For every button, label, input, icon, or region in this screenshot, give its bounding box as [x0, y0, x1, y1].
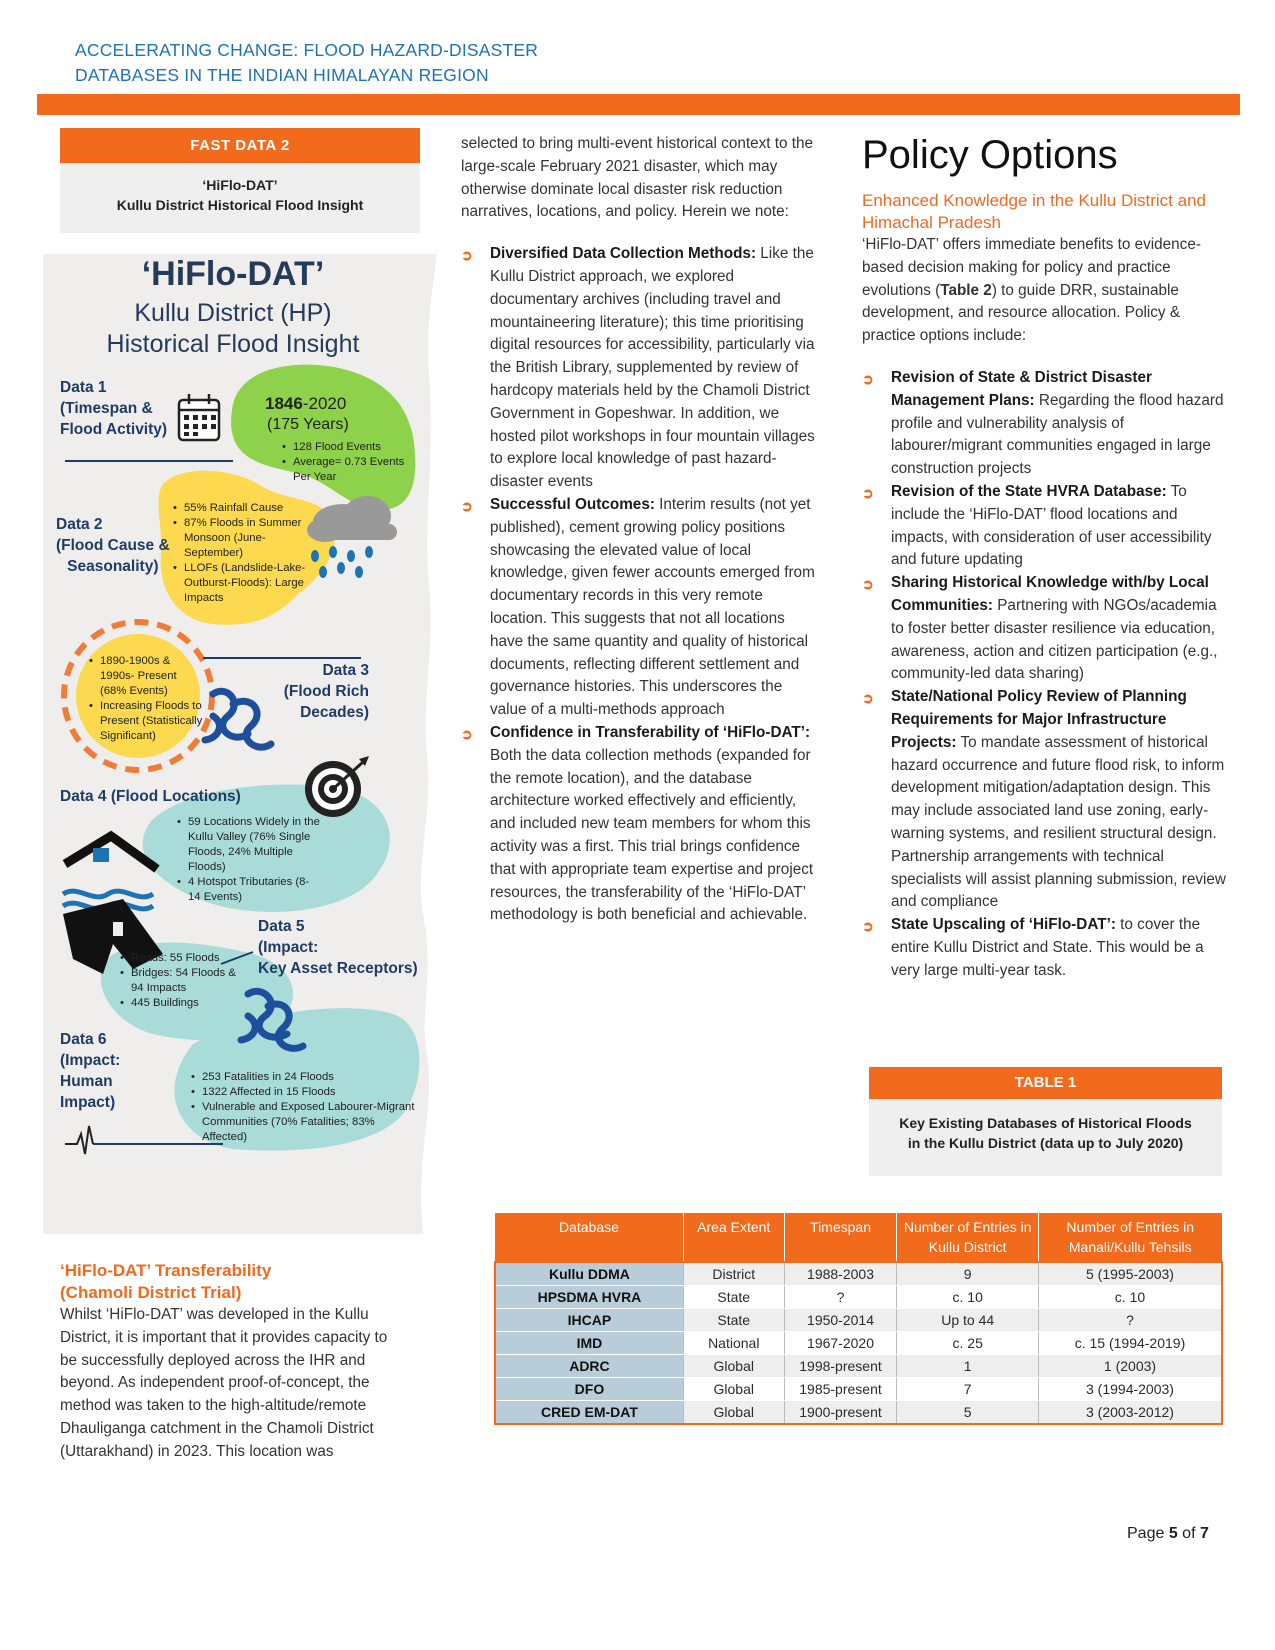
data5-label: Data 5 (Impact: Key Asset Receptors): [258, 918, 418, 977]
list-item: • 4 Hotspot Tributaries (8-14 Events): [175, 875, 320, 905]
list-item: • 253 Fatalities in 24 Floods: [189, 1070, 417, 1085]
table1-caption-box: [869, 1067, 1222, 1176]
list-item: ➲ Sharing Historical Knowledge with/by Local Communities: Partnering with NGOs/academia to foster better disaster resilience via education, awareness, action and citizen participation (e.g., community-led data sharing): [862, 574, 1218, 683]
table-header-row: [495, 1213, 1222, 1262]
header-line-1: ACCELERATING CHANGE: FLOOD HAZARD-DISASTER: [75, 40, 539, 60]
fast-data-title: ‘HiFlo-DAT’ Kullu District Historical Flood Insight: [116, 177, 364, 213]
col2-intro: selected to bring multi-event historical context to the large-scale February 2021 disaster, which may otherwise dominate local disaster risk reduction narratives, locations, and policy. Herein we note:: [461, 135, 814, 221]
list-item: • 128 Flood Events: [280, 440, 410, 455]
fast-data-label: FAST DATA 2: [60, 128, 420, 163]
list-item: • 55% Rainfall Cause: [171, 501, 311, 516]
calendar-icon: [179, 394, 219, 440]
column-2: [461, 133, 821, 927]
arrow-icon: ➲: [461, 247, 473, 264]
table-row: IHCAP State 1950-2014 Up to 44 ?: [495, 1309, 1222, 1332]
infographic-subtitle-2: Historical Flood Insight: [106, 330, 360, 358]
list-item: • Increasing Floods to Present (Statistically Significant): [87, 699, 205, 744]
list-item: • 87% Floods in Summer Monsoon (June-September): [171, 516, 311, 561]
heartbeat-icon: [65, 1126, 93, 1154]
data1-span: 1846-2020: [265, 394, 347, 413]
table-row: DFO Global 1985-present 7 3 (1994-2003): [495, 1378, 1222, 1401]
table1-label: TABLE 1: [869, 1067, 1222, 1099]
list-item: • 1322 Affected in 15 Floods: [189, 1085, 417, 1100]
column-header: Timespan: [784, 1213, 897, 1262]
data3-bullets: [87, 654, 205, 744]
data4-label: Data 4 (Flood Locations): [60, 788, 241, 805]
data2-label: Data 2 (Flood Cause & Seasonality): [56, 516, 170, 575]
fast-data-box: [60, 128, 420, 233]
column-header: Number of Entries in Manali/Kullu Tehsils: [1038, 1213, 1222, 1262]
arrow-icon: ➲: [862, 370, 874, 387]
page-number: Page 5 of 7: [1127, 1525, 1209, 1542]
table1-title: Key Existing Databases of Historical Floods in the Kullu District (data up to July 2020): [899, 1115, 1192, 1151]
databases-table: [494, 1213, 1223, 1425]
data6-bullets: [189, 1070, 417, 1145]
data6-label: Data 6 (Impact: Human Impact): [60, 1031, 121, 1111]
data1-years: (175 Years): [267, 416, 349, 433]
arrow-icon: ➲: [862, 484, 874, 501]
page-title: Policy Options: [862, 133, 1118, 177]
header-line-2: DATABASES IN THE INDIAN HIMALAYAN REGION: [75, 65, 489, 85]
data3-label: Data 3 (Flood Rich Decades): [283, 662, 369, 721]
policy-list: [862, 367, 1227, 983]
arrow-icon: ➲: [862, 576, 874, 593]
list-item: ➲ State Upscaling of ‘HiFlo-DAT’: to cover the entire Kullu District and State. This would be a very large multi-year task.: [862, 916, 1204, 979]
data4-bullets: [175, 815, 320, 905]
list-item: • LLOFs (Landslide-Lake-Outburst-Floods): Large Impacts: [171, 561, 311, 606]
list-item: ➲ Revision of the State HVRA Database: To include the ‘HiFlo-DAT’ flood locations and impacts, with consideration of user accessibility and future updating: [862, 482, 1212, 569]
infographic: [43, 254, 437, 1234]
column-header: Number of Entries in Kullu District: [897, 1213, 1039, 1262]
list-item: ➲ Successful Outcomes: Interim results (not yet published), cement growing policy positions showcasing the elevated value of local knowledge, given fewer accounts emerged from documentary records in this very remote location. This suggests that not all locations have the same quantity and quality of historical documents, reflecting different settlement and governance histories. This underscores the value of a multi-methods approach: [461, 495, 815, 719]
table-row: IMD National 1967-2020 c. 25 c. 15 (1994-2019): [495, 1332, 1222, 1355]
table-row: CRED EM-DAT Global 1900-present 5 3 (2003-2012): [495, 1401, 1222, 1425]
list-item: • Average= 0.73 Events Per Year: [280, 455, 410, 485]
policy-options: [862, 130, 1227, 983]
list-item: ➲ Diversified Data Collection Methods: Like the Kullu District approach, we explored documentary archives (including travel and mountaineering literature); this time prioritising digital resources for accessibility, particularly via the British Library, supplemented by review of hardcopy materials held by the Chamoli District Government in Gopeshwar. In addition, we hosted pilot workshops in four mountain villages to explore local knowledge of past hazard-disaster events: [461, 245, 815, 491]
arrow-icon: ➲: [862, 690, 874, 707]
policy-intro: ‘HiFlo-DAT’ offers immediate benefits to evidence-based decision making for policy and practice evolutions (Table 2) to guide DRR, sustainable development, and resource allocation. Policy & practice options include:: [862, 236, 1201, 345]
infographic-title: ‘HiFlo-DAT’: [141, 255, 325, 293]
list-item: ➲ Confidence in Transferability of ‘HiFlo-DAT’: Both the data collection methods (expanded for the remote location), and the database architecture worked effectively and efficiently, and included new team members for whom this activity was a first. This trial brings confidence that with appropriate team expertise and project resources, the transferability of the ‘HiFlo-DAT’ methodology is both beneficial and achievable.: [461, 723, 814, 924]
infographic-subtitle-1: Kullu District (HP): [134, 299, 332, 327]
table-row: ADRC Global 1998-present 1 1 (2003): [495, 1355, 1222, 1378]
list-item: • Bridges: 54 Floods & 94 Impacts: [118, 966, 248, 996]
transfer-text: Whilst ‘HiFlo-DAT’ was developed in the Kullu District, it is important that it provides capacity to be successfully deployed across the IHR and beyond. As independent proof-of-concept, the method was taken to the high-altitude/remote Dhauliganga catchment in the Chamoli District (Uttarakhand) in 2023. This location was: [60, 1306, 388, 1460]
header-bar: [37, 94, 1240, 115]
transfer-heading: ‘HiFlo-DAT’ Transferability (Chamoli District Trial): [60, 1261, 272, 1302]
data1-label: Data 1 (Timespan & Flood Activity): [60, 379, 168, 438]
column-header: Database: [495, 1213, 683, 1262]
arrow-icon: ➲: [461, 725, 473, 742]
arrow-icon: ➲: [461, 497, 473, 514]
arrow-icon: ➲: [862, 918, 874, 935]
policy-subtitle: Enhanced Knowledge in the Kullu District and Himachal Pradesh: [862, 191, 1206, 232]
list-item: ➲ Revision of State & District Disaster Management Plans: Regarding the flood hazard profile and vulnerability analysis of labourer/migrant communities engaged in large construction projects: [862, 368, 1224, 478]
table-row: Kullu DDMA District 1988-2003 9 5 (1995-2003): [495, 1262, 1222, 1286]
list-item: • 59 Locations Widely in the Kullu Valley (76% Single Floods, 24% Multiple Floods): [175, 815, 320, 875]
list-item: • 445 Buildings: [118, 996, 248, 1011]
table-row: HPSDMA HVRA State ? c. 10 c. 10: [495, 1286, 1222, 1309]
list-item: • Vulnerable and Exposed Labourer-Migrant Communities (70% Fatalities; 83% Affected): [189, 1100, 417, 1145]
list-item: • 1890-1900s & 1990s- Present (68% Events): [87, 654, 205, 699]
document-header: [75, 38, 538, 88]
column-header: Area Extent: [683, 1213, 784, 1262]
list-item: • Roads: 55 Floods: [118, 951, 248, 966]
data1-bullets: [280, 440, 410, 485]
data2-bullets: [171, 501, 311, 606]
data5-bullets: [118, 951, 248, 1011]
list-item: ➲ State/National Policy Review of Planning Requirements for Major Infrastructure Projects: To mandate assessment of historical hazard occurrence and future flood risk, to inform development mitigation/adaptation design. This may include associated land use zoning, early-warning systems, and resilient structural design. Partnership arrangements with technical specialists will assist planning submission, review and compliance: [862, 688, 1226, 911]
